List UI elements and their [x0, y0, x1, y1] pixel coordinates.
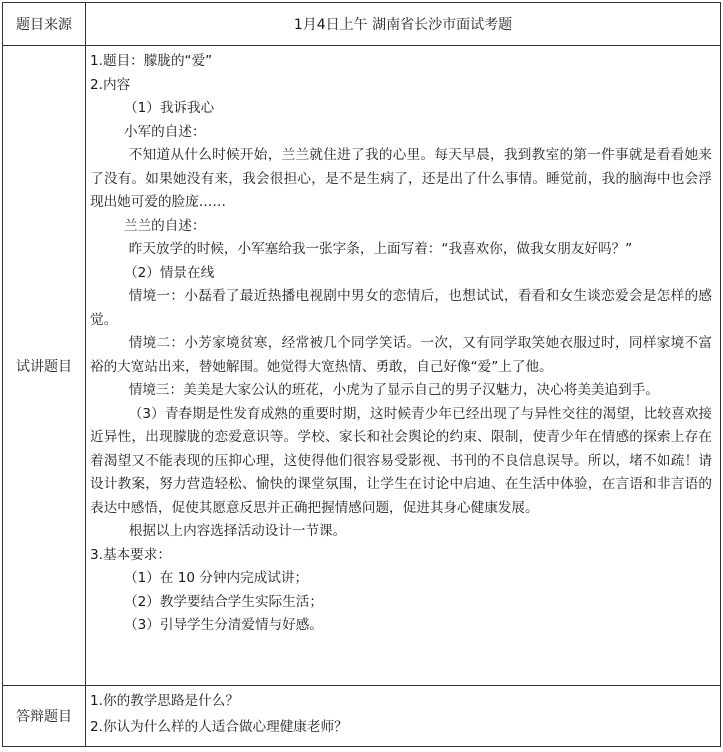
xiaojun-label: 小军的自述： — [124, 123, 206, 140]
instruction-text: 根据以上内容选择活动设计一节课。 — [128, 523, 347, 539]
source-value: 1月4日上午 湖南省长沙市面试考题 — [86, 3, 721, 46]
lecture-topic: 1.题目：朦胧的“爱” — [90, 53, 213, 69]
defense-row — [3, 686, 721, 747]
xiaojun-text: 不知道从什么时候开始，兰兰就住进了我的心里。每天早晨，我到教室的第一件事就是看看她来了没有。如果她没有来，我会很担心，是不是生病了，还是出了什么事情。睡觉前，我的脑海中也会浮现出她可爱的脸庞…… — [90, 147, 712, 210]
scene1-text: 情境一：小磊看了最近热播电视剧中男女的恋情后，也想试试，看看和女生谈恋爱会是怎样的感觉。 — [90, 288, 712, 328]
content-heading: 2.内容 — [90, 76, 131, 93]
lecture-label: 试讲题目 — [3, 46, 86, 686]
lecture-cell — [86, 46, 721, 686]
source-row — [3, 3, 721, 46]
requirement-item: （1）在 10 分钟内完成试讲； — [124, 570, 309, 586]
exam-table — [2, 2, 721, 747]
requirement-item: （2）教学要结合学生实际生活； — [124, 593, 323, 610]
lecture-content — [86, 46, 720, 638]
scene2-text: 情境二：小芳家境贫寒，经常被几个同学笑话。一次，又有同学取笑她衣服过时，同样家境不富裕的大宽站出来，替她解围。她觉得大宽热情、勇敢，自己好像“爱”上了他。 — [90, 335, 712, 375]
defense-label: 答辩题目 — [3, 686, 86, 747]
requirement-item: （3）引导学生分清爱情与好感。 — [124, 617, 323, 633]
defense-content — [86, 686, 720, 740]
lanlan-label: 兰兰的自述： — [124, 217, 206, 234]
defense-cell — [86, 686, 721, 747]
source-label: 题目来源 — [3, 3, 86, 46]
section3-text: （3）青春期是性发育成熟的重要时期，这时候青少年已经出现了与异性交往的渴望，比较喜欢接近异性，出现朦胧的恋爱意识等。学校、家长和社会舆论的约束、限制，使青少年在情感的探索上存在着渴望又不能表现的压抑心理，这使得他们很容易受影视、书刊的不良信息误导。所以，堵不如疏！请设计教案，努力营造轻松、愉快的课堂氛围，让学生在讨论中启迪、在生活中体验，在言语和非言语的表达中感悟，促使其愿意反思并正确把握情感问题，促进其身心健康发展。 — [90, 405, 712, 516]
lecture-row — [3, 46, 721, 686]
requirements-heading: 3.基本要求： — [90, 546, 171, 563]
defense-question: 2.你认为什么样的人适合做心理健康老师？ — [90, 719, 348, 735]
section1-title: （1）我诉我心 — [124, 100, 215, 116]
scene3-text: 情境三：美美是大家公认的班花，小虎为了显示自己的男子汉魅力，决心将美美追到手。 — [128, 382, 659, 398]
section2-title: （2）情景在线 — [124, 264, 215, 281]
defense-question: 1.你的教学思路是什么？ — [90, 693, 239, 709]
lanlan-text: 昨天放学的时候，小军塞给我一张字条，上面写着：“我喜欢你，做我女朋友好吗？” — [128, 241, 633, 257]
